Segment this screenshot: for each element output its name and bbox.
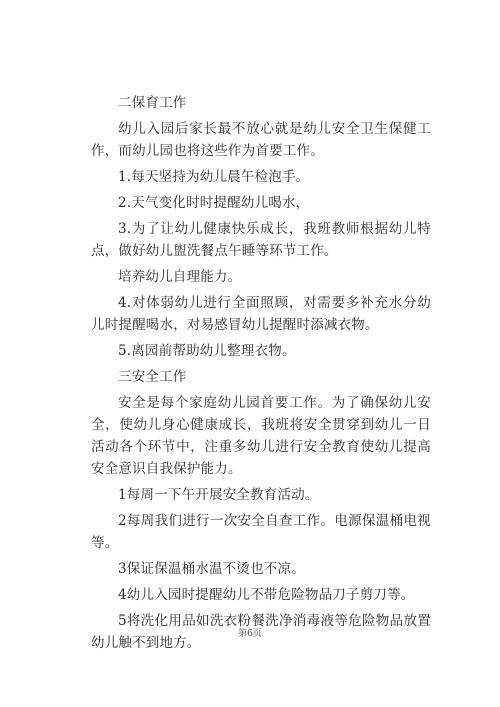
list-item: 3保证保温桶水温不烫也不凉。 xyxy=(118,561,305,577)
paragraph: 培养幼儿自理能力。 xyxy=(118,269,242,285)
list-item: 2每周我们进行一次安全自查工作。电源保温桶电视等。 xyxy=(91,513,431,551)
list-item: 1每周一下午开展安全教育活动。 xyxy=(118,487,319,503)
list-item: 3.为了让幼儿健康快乐成长，我班教师根据幼儿特点，做好幼儿盥洗餐点午睡等环节工作。 xyxy=(91,221,431,259)
document-body xyxy=(91,92,431,658)
list-item: 4幼儿入园时提醒幼儿不带危险物品刀子剪刀等。 xyxy=(118,587,415,603)
page-number: 第6页 xyxy=(238,629,262,639)
section-heading-care: 二保育工作 xyxy=(118,95,187,111)
list-item: 4.对体弱幼儿进行全面照顾，对需要多补充水分幼儿时提醒喝水，对易感冒幼儿提醒时添减衣物。 xyxy=(91,295,431,333)
paragraph: 安全是每个家庭幼儿园首要工作。为了确保幼儿安全，使幼儿身心健康成长，我班将安全贯穿到幼儿一日活动各个环节中，注重多幼儿进行安全教育使幼儿提高安全意识自我保护能力。 xyxy=(91,395,431,477)
list-item: 1.每天坚持为幼儿晨午检泡手。 xyxy=(118,169,310,185)
list-item: 2.天气变化时时提醒幼儿喝水， xyxy=(118,195,310,211)
paragraph: 幼儿入园后家长最不放心就是幼儿安全卫生保健工作，而幼儿园也将这些作为首要工作。 xyxy=(91,121,431,159)
section-heading-safety: 三安全工作 xyxy=(118,369,187,385)
list-item: 5将洗化用品如洗衣粉餐洗净消毒液等危险物品放置幼儿触不到地方。 xyxy=(91,613,431,651)
list-item: 5.离园前帮助幼儿整理衣物。 xyxy=(118,343,296,359)
